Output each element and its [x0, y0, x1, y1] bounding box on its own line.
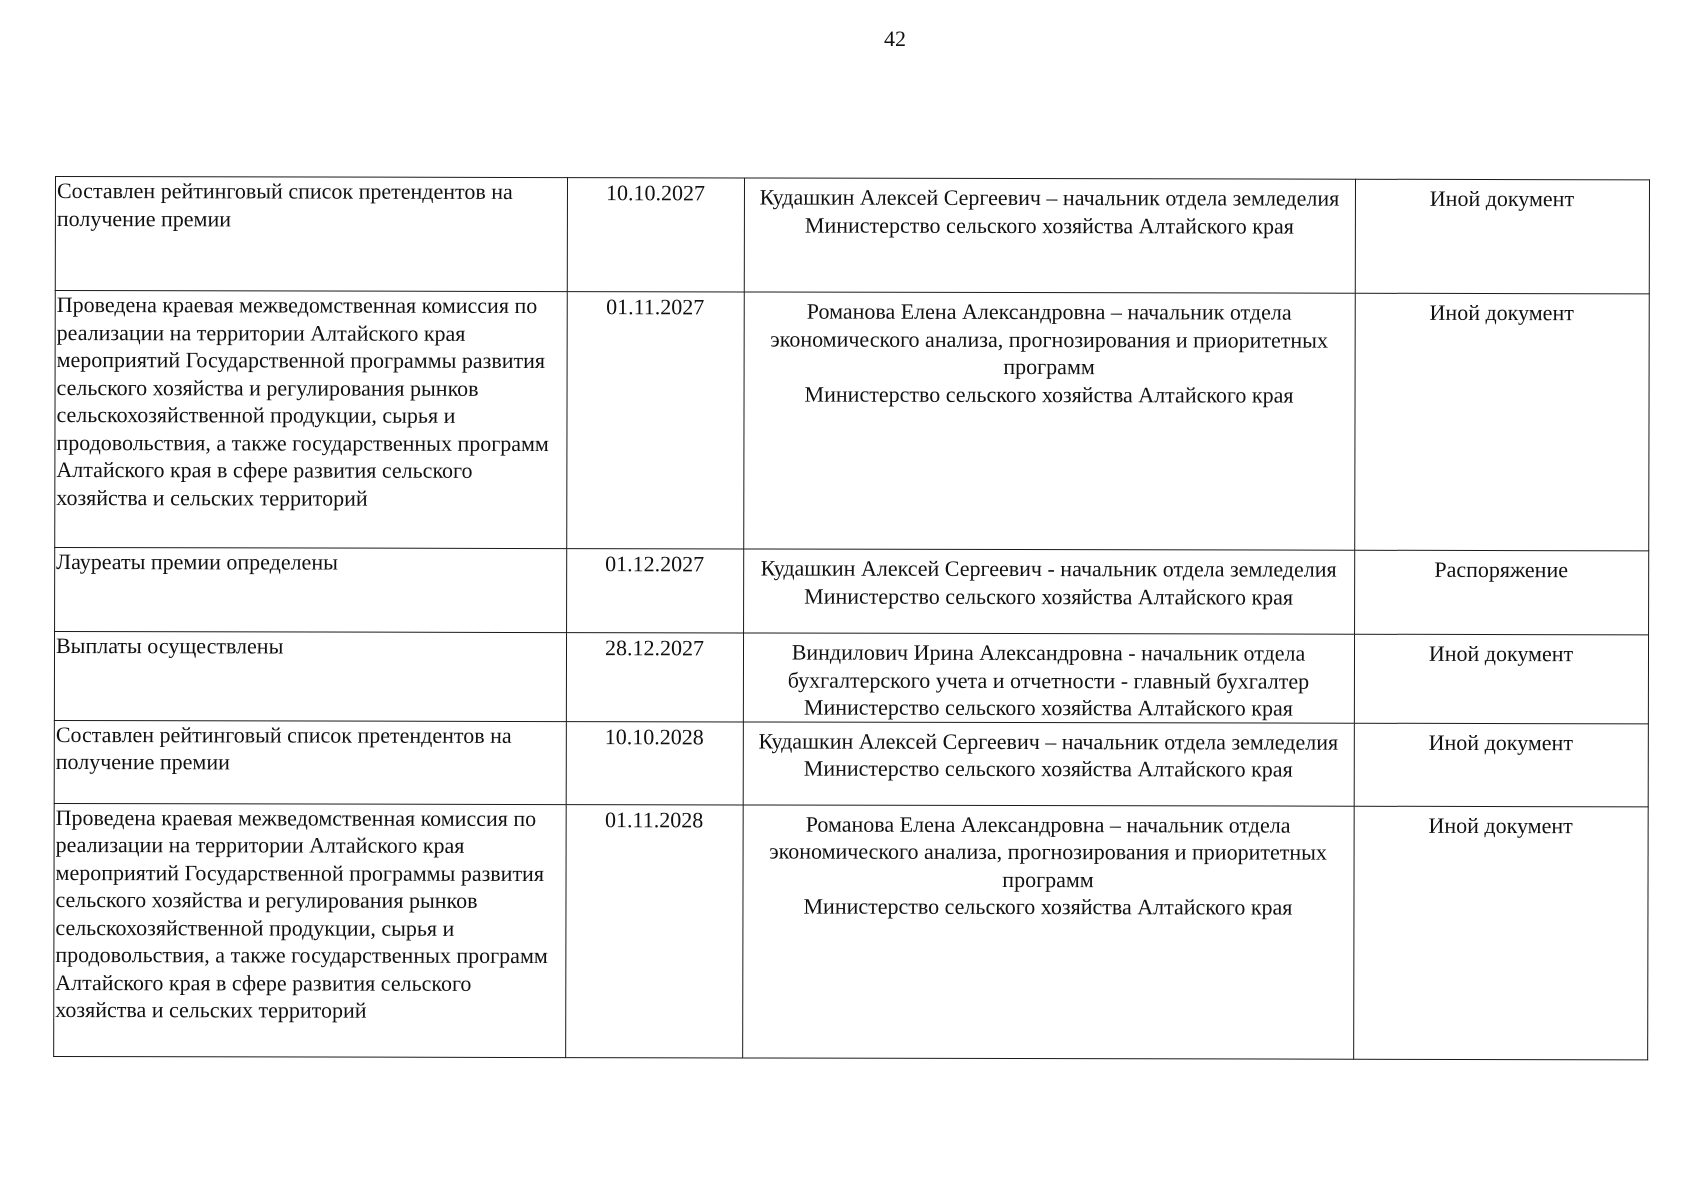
responsible-cell — [744, 292, 1356, 550]
document-type-cell: Иной документ — [1354, 806, 1649, 1060]
table-row — [54, 803, 1649, 1059]
date-cell: 01.12.2027 — [567, 549, 744, 633]
table-row — [55, 548, 1649, 635]
schedule-table — [53, 176, 1650, 1060]
responsible-cell — [744, 549, 1355, 634]
page-number: 42 — [884, 26, 906, 51]
document-type-cell: Иной документ — [1354, 723, 1648, 807]
responsible-cell — [743, 804, 1355, 1058]
responsible-person: Романова Елена Александровна – начальник отдела экономического анализа, прогнозирования и приоритетных программ — [769, 811, 1327, 892]
date-cell: 01.11.2028 — [566, 804, 744, 1057]
responsible-organization: Министерство сельского хозяйства Алтайского края — [803, 893, 1293, 920]
date-cell: 28.12.2027 — [566, 633, 743, 722]
responsible-organization: Министерство сельского хозяйства Алтайского края — [804, 583, 1294, 610]
schedule-table-body — [54, 177, 1650, 1060]
responsible-person: Виндилович Ирина Александровна - начальник отдела бухгалтерского учета и отчетности - главный бухгалтер — [787, 639, 1310, 694]
event-cell: Проведена краевая межведомственная комиссия по реализации на территории Алтайского края мероприятий Государственной программы развития сельского хозяйства и регулирования рынков сельскохозяйственной продукции, сырья и продовольствия, а также государственных программ Алтайского края в сфере развития сельского хозяйства и сельских территорий — [54, 803, 567, 1057]
document-type-cell: Иной документ — [1354, 634, 1648, 723]
responsible-organization: Министерство сельского хозяйства Алтайского края — [803, 694, 1293, 721]
document-type-cell: Иной документ — [1355, 293, 1650, 551]
document-type-cell: Распоряжение — [1355, 550, 1649, 635]
responsible-cell — [744, 178, 1355, 293]
table-row — [55, 291, 1650, 551]
responsible-person: Кудашкин Алексей Сергеевич - начальник отдела земледелия — [760, 555, 1337, 582]
event-cell: Проведена краевая межведомственная комиссия по реализации на территории Алтайского края мероприятий Государственной программы развития сельского хозяйства и регулирования рынков сельскохозяйственной продукции, сырья и продовольствия, а также государственных программ Алтайского края в сфере развития сельского хозяйства и сельских территорий — [55, 291, 568, 549]
responsible-cell — [743, 633, 1354, 723]
responsible-person: Кудашкин Алексей Сергеевич – начальник отдела земледелия — [759, 184, 1340, 211]
date-cell: 01.11.2027 — [567, 292, 745, 549]
table-row — [55, 177, 1649, 294]
event-cell: Составлен рейтинговый список претендентов на получение премии — [55, 177, 567, 292]
responsible-person: Кудашкин Алексей Сергеевич – начальник отдела земледелия — [758, 727, 1339, 755]
date-cell: 10.10.2028 — [566, 721, 743, 804]
responsible-organization: Министерство сельского хозяйства Алтайского края — [804, 381, 1294, 408]
event-cell: Выплаты осуществлены — [54, 632, 566, 722]
responsible-organization: Министерство сельского хозяйства Алтайского края — [804, 212, 1294, 239]
responsible-person: Романова Елена Александровна – начальник отдела экономического анализа, прогнозирования и приоритетных программ — [770, 298, 1329, 380]
responsible-organization: Министерство сельского хозяйства Алтайского края — [803, 755, 1293, 782]
table-row — [54, 632, 1648, 724]
responsible-cell — [743, 721, 1354, 805]
table-row — [54, 720, 1648, 806]
event-cell: Составлен рейтинговый список претендентов на получение премии — [54, 720, 566, 804]
date-cell: 10.10.2027 — [567, 178, 744, 292]
document-type-cell: Иной документ — [1355, 179, 1649, 294]
event-cell: Лауреаты премии определены — [55, 548, 567, 633]
